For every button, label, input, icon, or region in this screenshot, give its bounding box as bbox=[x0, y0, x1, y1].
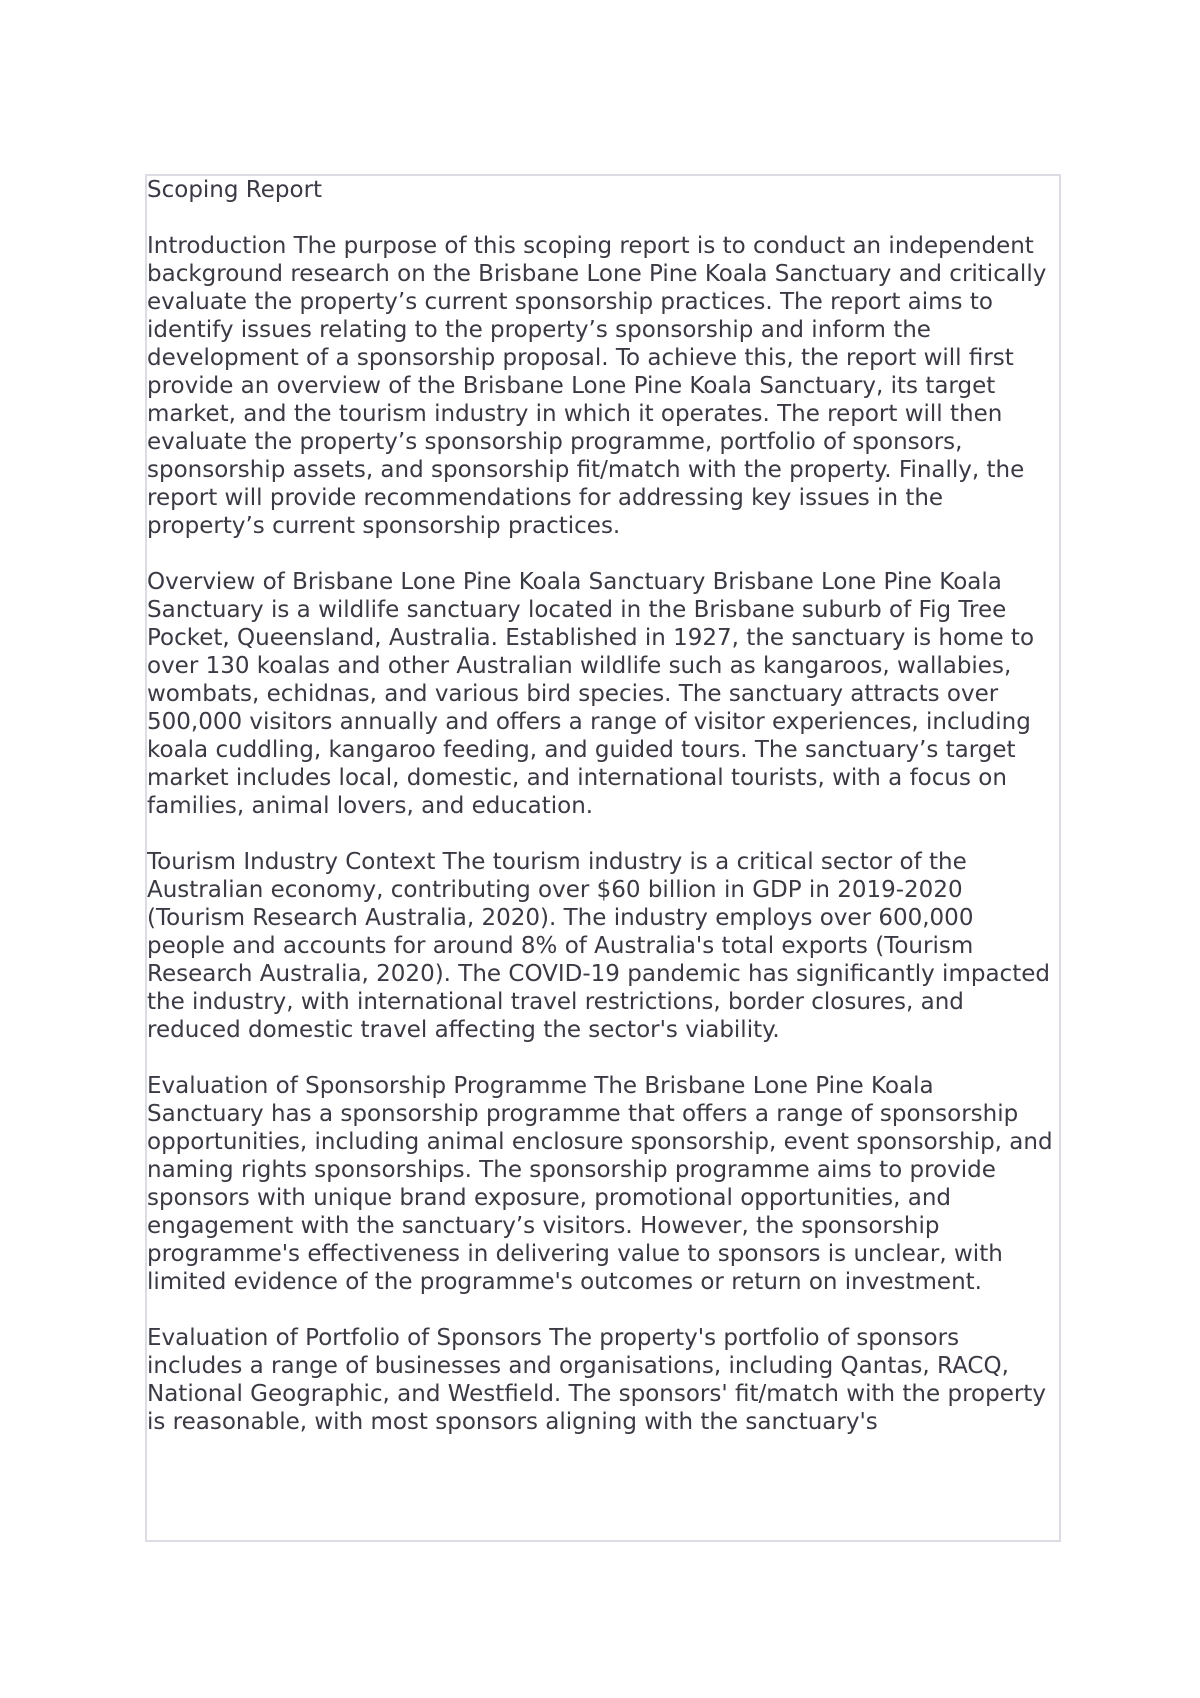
document-body bbox=[147, 176, 1059, 1436]
paragraph-portfolio-of-sponsors: Evaluation of Portfolio of Sponsors The property's portfolio of sponsors includes a range of businesses and organisations, including Qantas, RACQ, National Geographic, and Westfield. The sponsors' fit/match with the property is reasonable, with most sponsors aligning with the sanctuary's bbox=[147, 1325, 1046, 1435]
paragraph-tourism-context: Tourism Industry Context The tourism industry is a critical sector of the Australian economy, contributing over $60 billion in GDP in 2019-2020 (Tourism Research Australia, 2020). The industry employs over 600,000 people and accounts for around 8% of Australia's total exports (Tourism Research Australia, 2020). The COVID-19 pandemic has significantly impacted the industry, with international travel restrictions, border closures, and reduced domestic travel affecting the sector's viability. bbox=[147, 849, 1050, 1043]
document-title: Scoping Report bbox=[147, 177, 323, 203]
paragraph-sponsorship-programme: Evaluation of Sponsorship Programme The Brisbane Lone Pine Koala Sanctuary has a sponsorship programme that offers a range of sponsorship opportunities, including animal enclosure sponsorship, event sponsorship, and naming rights sponsorships. The sponsorship programme aims to provide sponsors with unique brand exposure, promotional opportunities, and engagement with the sanctuary’s visitors. However, the sponsorship programme's effectiveness in delivering value to sponsors is unclear, with limited evidence of the programme's outcomes or return on investment. bbox=[147, 1073, 1053, 1295]
paragraph-introduction: Introduction The purpose of this scoping report is to conduct an independent background research on the Brisbane Lone Pine Koala Sanctuary and critically evaluate the property’s current sponsorship practices. The report aims to identify issues relating to the property’s sponsorship and inform the development of a sponsorship proposal. To achieve this, the report will first provide an overview of the Brisbane Lone Pine Koala Sanctuary, its target market, and the tourism industry in which it operates. The report will then evaluate the property’s sponsorship programme, portfolio of sponsors, sponsorship assets, and sponsorship fit/match with the property. Finally, the report will provide recommendations for addressing key issues in the property’s current sponsorship practices. bbox=[147, 233, 1047, 539]
paragraph-overview: Overview of Brisbane Lone Pine Koala Sanctuary Brisbane Lone Pine Koala Sanctuary is a wildlife sanctuary located in the Brisbane suburb of Fig Tree Pocket, Queensland, Australia. Established in 1927, the sanctuary is home to over 130 koalas and other Australian wildlife such as kangaroos, wallabies, wombats, echidnas, and various bird species. The sanctuary attracts over 500,000 visitors annually and offers a range of visitor experiences, including koala cuddling, kangaroo feeding, and guided tours. The sanctuary’s target market includes local, domestic, and international tourists, with a focus on families, animal lovers, and education. bbox=[147, 569, 1035, 819]
document-page bbox=[145, 174, 1061, 1542]
